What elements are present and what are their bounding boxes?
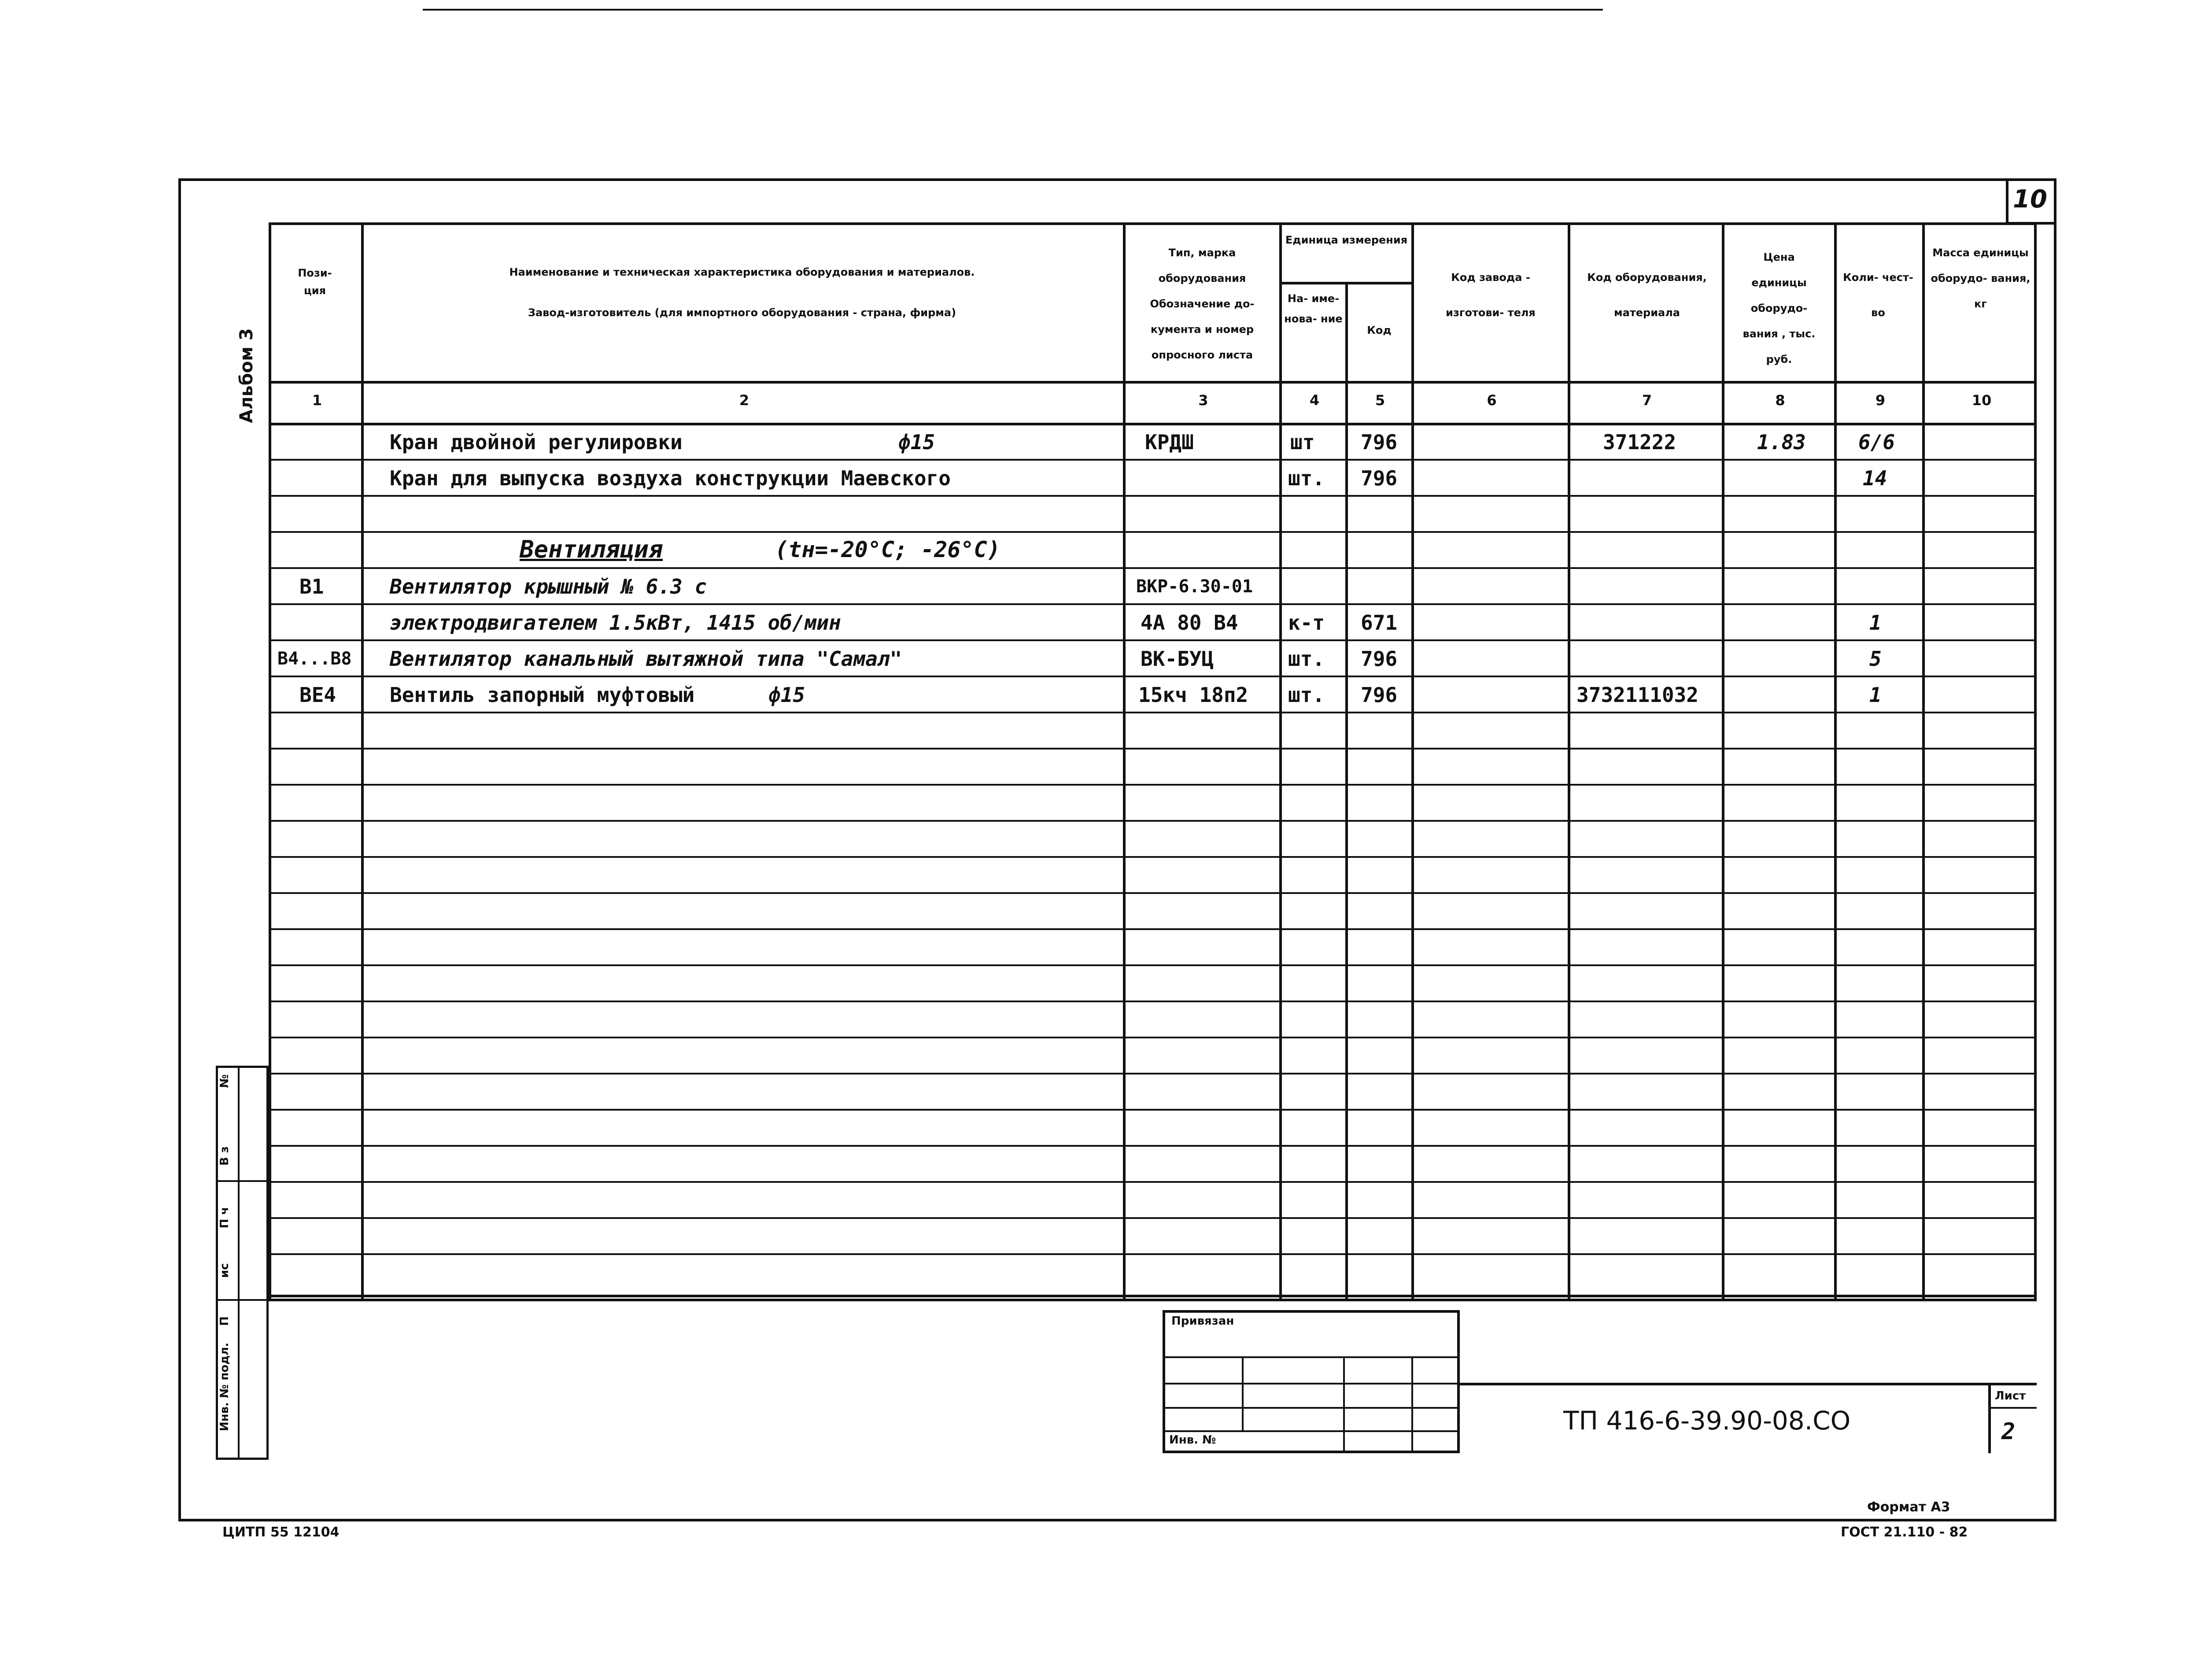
row-line — [269, 381, 2037, 384]
stamp-line — [1343, 1356, 1345, 1453]
col-number: 6 — [1487, 392, 1497, 409]
sheet-label: Лист — [1995, 1389, 2026, 1403]
scan-top-line — [423, 9, 1603, 11]
stamp-line — [1163, 1383, 1460, 1385]
main-table-frame — [269, 222, 2037, 1301]
row-quantity: 1 — [1869, 683, 1882, 707]
col-line — [1411, 222, 1414, 1301]
header-name-line1: Наименование и техническая характеристика оборудования и материалов. — [509, 266, 975, 278]
row-name: Вентиль запорный муфтовый — [390, 683, 695, 707]
row-name-extra: ф15 — [768, 683, 805, 707]
col-number: 3 — [1198, 392, 1208, 409]
strip-vz: В з — [218, 1146, 231, 1166]
row-line — [269, 712, 2037, 713]
row-code: 796 — [1361, 683, 1398, 707]
header-mass: Масса единицы оборудо- вания, кг — [1931, 247, 2031, 310]
stamp-main-top — [1460, 1383, 2037, 1385]
document-code: ТП 416-6-39.90-08.СО — [1563, 1406, 1851, 1436]
strip-is: ис — [218, 1263, 231, 1278]
row-equipment-code: 371222 — [1603, 430, 1676, 454]
stamp-inv-label: Инв. № — [1169, 1433, 1216, 1447]
col-line — [1834, 222, 1837, 1301]
row-line — [269, 603, 2037, 605]
footer-tsitp: ЦИТП 55 12104 — [222, 1525, 340, 1540]
row-line — [269, 1037, 2037, 1038]
col-number: 9 — [1875, 392, 1886, 409]
row-line — [269, 423, 2037, 425]
row-name: Кран двойной регулировки — [390, 430, 683, 454]
row-line — [269, 459, 2037, 461]
row-position: В4...В8 — [277, 649, 352, 669]
strip-ped: П ч — [218, 1207, 231, 1229]
row-line — [269, 676, 2037, 677]
row-type: 15кч 18п2 — [1138, 683, 1248, 707]
stamp-line — [1163, 1356, 1460, 1358]
header-unit-group: Единица измерения — [1285, 234, 1408, 246]
row-equipment-code: 3732111032 — [1576, 683, 1698, 707]
header-equipment-code: Код оборудования, материала — [1587, 271, 1707, 319]
row-code: 671 — [1361, 611, 1398, 635]
stamp-tied-label: Привязан — [1171, 1314, 1234, 1328]
col-line — [1568, 222, 1570, 1301]
col-line — [1722, 222, 1724, 1301]
row-quantity: 1 — [1869, 611, 1882, 635]
row-line — [269, 1181, 2037, 1183]
strip-divider — [216, 1180, 269, 1182]
header-unit-code: Код — [1367, 324, 1392, 336]
row-unit: к-т — [1288, 611, 1325, 635]
row-line — [269, 820, 2037, 822]
header-position: Пози- ция — [298, 267, 332, 297]
row-line — [269, 531, 2037, 533]
row-line — [269, 1001, 2037, 1002]
row-line — [269, 748, 2037, 750]
col-line — [1279, 222, 1282, 1301]
section-temperature: (tн=-20°C; -26°C) — [775, 537, 1001, 562]
row-position: В1 — [299, 575, 324, 598]
strip-p: П — [218, 1316, 231, 1326]
row-type: ВКР-6.30-01 — [1136, 576, 1253, 597]
row-line — [269, 856, 2037, 858]
header-quantity: Коли- чест- во — [1843, 271, 1913, 319]
row-code: 796 — [1361, 466, 1398, 490]
row-quantity: 6/6 — [1858, 430, 1895, 454]
stamp-line — [1242, 1356, 1244, 1430]
row-quantity: 5 — [1869, 647, 1882, 671]
strip-inv: Инв. № подл. — [218, 1342, 231, 1431]
section-heading: Вентиляция — [520, 535, 663, 563]
sheet-number: 2 — [2001, 1418, 2016, 1445]
header-price: Цена единицы оборудо- вания , тыс. руб. — [1743, 251, 1816, 366]
header-type: Тип, марка оборудования Обозначение до- кумента и номер опросного листа — [1150, 247, 1255, 361]
strip-no: № — [218, 1074, 231, 1088]
col-line — [1345, 282, 1348, 1301]
header-factory-code: Код завода - изготови- теля — [1446, 271, 1536, 319]
row-unit: шт. — [1288, 647, 1325, 671]
footer-gost: ГОСТ 21.110 - 82 — [1841, 1525, 1968, 1540]
row-unit: шт. — [1288, 466, 1325, 490]
col-number: 2 — [739, 392, 749, 409]
row-line — [269, 1073, 2037, 1074]
row-line — [269, 892, 2037, 894]
row-type: ВК-БУЦ — [1141, 647, 1214, 671]
stamp-line — [1411, 1356, 1413, 1453]
row-name-extra: ф15 — [898, 430, 935, 454]
col-line — [1123, 222, 1126, 1301]
col-number: 10 — [1971, 392, 1992, 409]
row-name: электродвигателем 1.5кВт, 1415 об/мин — [390, 611, 841, 635]
row-type: КРДШ — [1145, 430, 1194, 454]
row-line — [269, 1295, 2037, 1297]
row-unit: шт. — [1288, 683, 1325, 707]
row-unit: шт — [1290, 430, 1315, 454]
row-line — [1279, 282, 1411, 284]
row-line — [269, 639, 2037, 641]
row-position: ВЕ4 — [299, 683, 336, 707]
col-number: 7 — [1642, 392, 1652, 409]
row-code: 796 — [1361, 647, 1398, 671]
strip-divider — [216, 1299, 269, 1301]
row-line — [269, 1253, 2037, 1255]
col-number: 8 — [1775, 392, 1785, 409]
stamp-line — [1163, 1430, 1460, 1432]
row-line — [269, 964, 2037, 966]
row-line — [269, 1217, 2037, 1219]
row-line — [269, 784, 2037, 786]
col-number: 4 — [1309, 392, 1320, 409]
row-line — [269, 567, 2037, 569]
row-quantity: 14 — [1863, 466, 1887, 490]
header-name-line2: Завод-изготовитель (для импортного оборудования - страна, фирма) — [528, 306, 956, 319]
row-code: 796 — [1361, 430, 1398, 454]
sheet-divider — [1988, 1407, 2037, 1409]
strip-divider — [238, 1066, 240, 1460]
row-name: Вентилятор канальный вытяжной типа "Самал" — [390, 647, 902, 671]
col-line — [361, 222, 364, 1301]
row-line — [269, 1145, 2037, 1147]
col-number: 1 — [312, 392, 322, 409]
album-label: Альбом 3 — [236, 328, 257, 423]
row-type: 4А 80 В4 — [1141, 611, 1238, 635]
page-number: 10 — [2013, 185, 2047, 214]
row-line — [269, 495, 2037, 497]
col-number: 5 — [1375, 392, 1385, 409]
stamp-line — [1163, 1407, 1460, 1409]
row-name: Кран для выпуска воздуха конструкции Маевского — [390, 466, 951, 490]
row-line — [269, 928, 2037, 930]
row-line — [269, 1109, 2037, 1111]
row-price: 1.83 — [1757, 430, 1806, 454]
footer-format: Формат А3 — [1867, 1499, 1950, 1515]
row-name: Вентилятор крышный № 6.3 с — [390, 575, 707, 598]
header-unit-name: На- име- нова- ние — [1284, 292, 1343, 325]
col-line — [1922, 222, 1925, 1301]
